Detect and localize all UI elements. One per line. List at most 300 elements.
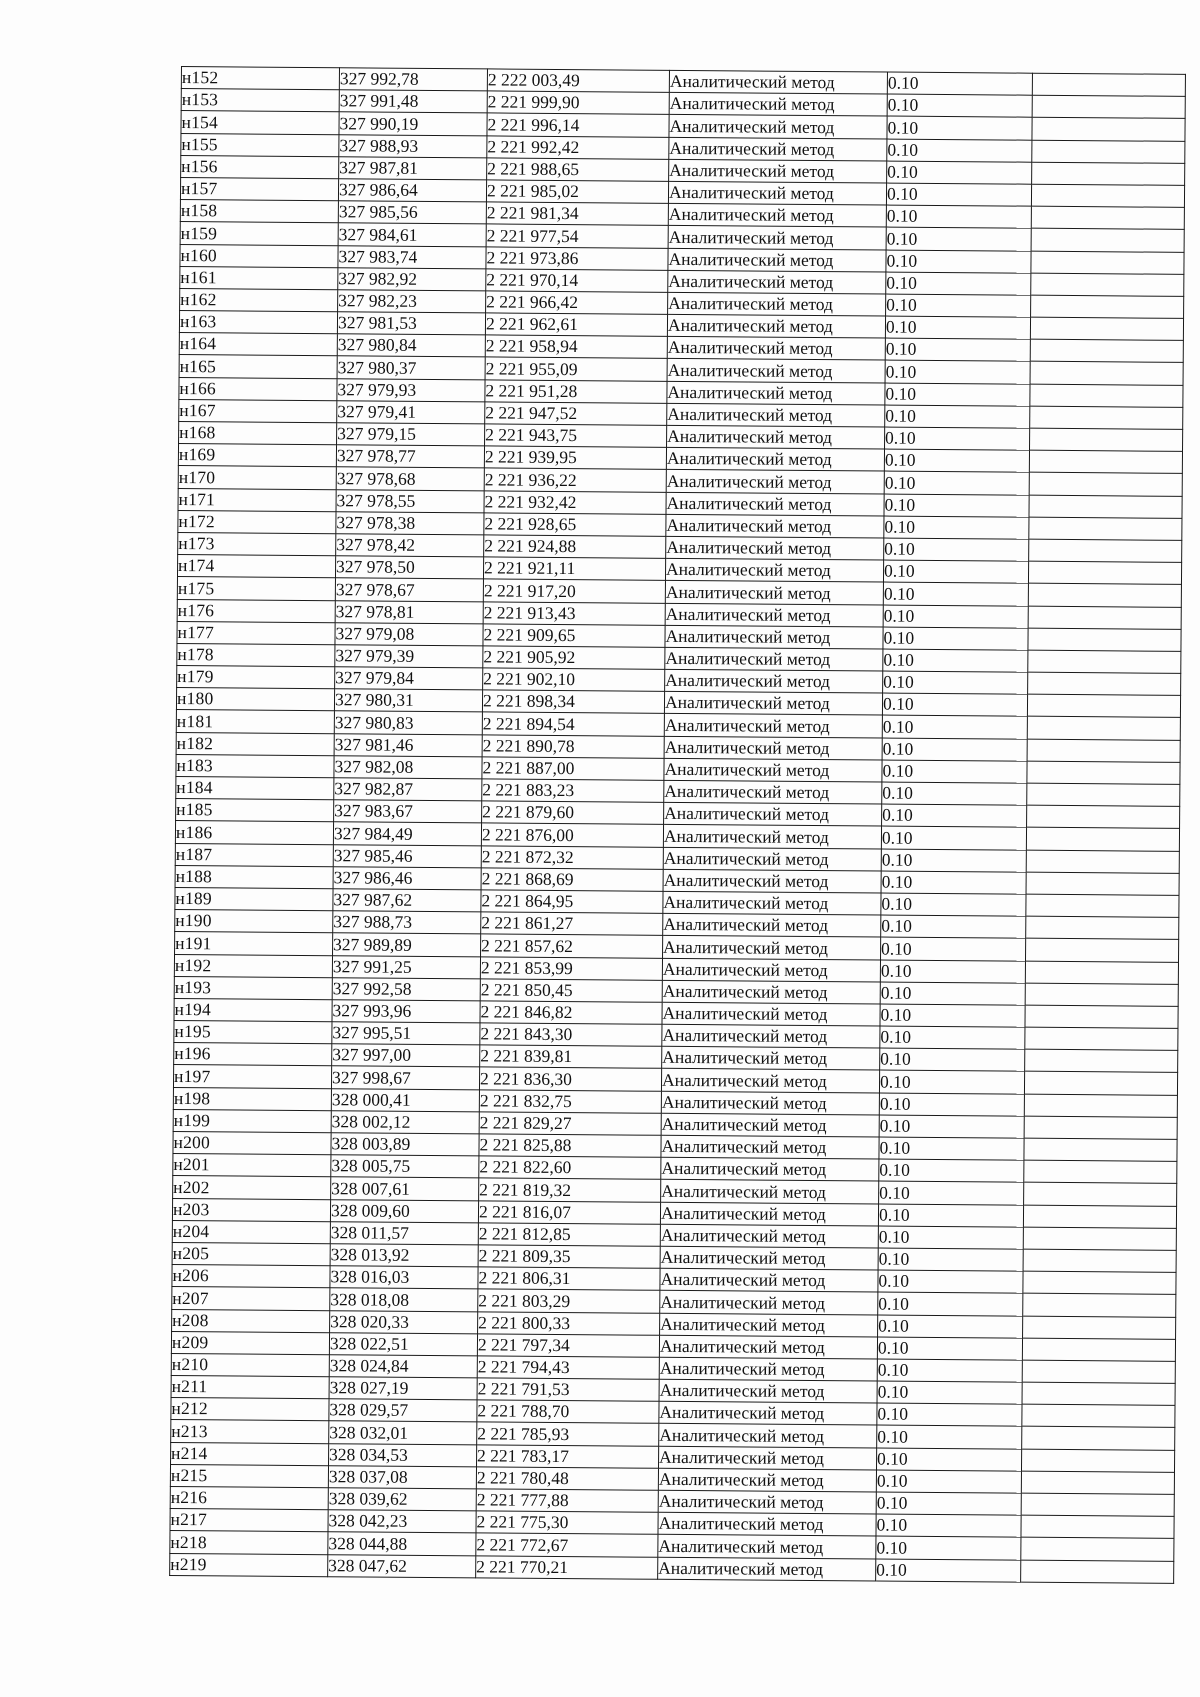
x-coordinate-cell: 327 985,56 [338, 201, 486, 224]
point-id-cell: н188 [175, 865, 333, 888]
empty-cell [1022, 1360, 1175, 1383]
y-coordinate-cell: 2 221 785,93 [477, 1422, 659, 1446]
y-coordinate-cell: 2 221 955,09 [485, 357, 667, 381]
empty-cell [1023, 1293, 1176, 1316]
point-id-cell: н165 [179, 355, 337, 378]
empty-cell [1025, 1027, 1178, 1050]
point-id-cell: н211 [171, 1376, 329, 1399]
x-coordinate-cell: 327 983,67 [334, 800, 482, 823]
method-cell: Аналитический метод [668, 270, 886, 294]
y-coordinate-cell: 2 221 988,65 [487, 158, 669, 182]
method-cell: Аналитический метод [667, 359, 885, 383]
y-coordinate-cell: 2 221 936,22 [484, 468, 666, 492]
y-coordinate-cell: 2 221 887,00 [482, 757, 664, 781]
y-coordinate-cell: 2 221 864,95 [481, 890, 663, 914]
method-cell: Аналитический метод [659, 1402, 877, 1426]
x-coordinate-cell: 327 997,00 [332, 1044, 480, 1067]
accuracy-cell: 0.10 [887, 116, 1032, 139]
accuracy-cell: 0.10 [877, 1359, 1022, 1382]
accuracy-cell: 0.10 [879, 1159, 1024, 1182]
empty-cell [1029, 450, 1182, 473]
point-id-cell: н178 [177, 643, 335, 666]
empty-cell [1021, 1560, 1174, 1583]
method-cell: Аналитический метод [668, 292, 886, 316]
empty-cell [1027, 739, 1180, 762]
x-coordinate-cell: 328 016,03 [330, 1266, 478, 1289]
y-coordinate-cell: 2 221 800,33 [478, 1311, 660, 1335]
point-id-cell: н162 [180, 288, 338, 311]
method-cell: Аналитический метод [660, 1268, 878, 1292]
accuracy-cell: 0.10 [886, 227, 1031, 250]
accuracy-cell: 0.10 [883, 627, 1028, 650]
method-cell: Аналитический метод [665, 669, 883, 693]
x-coordinate-cell: 327 986,64 [338, 179, 486, 202]
point-id-cell: н205 [172, 1242, 330, 1265]
method-cell: Аналитический метод [661, 1091, 879, 1115]
accuracy-cell: 0.10 [887, 161, 1032, 184]
x-coordinate-cell: 328 002,12 [331, 1111, 479, 1134]
x-coordinate-cell: 327 980,84 [337, 334, 485, 357]
empty-cell [1027, 761, 1180, 784]
point-id-cell: н207 [172, 1287, 330, 1310]
method-cell: Аналитический метод [665, 581, 883, 605]
y-coordinate-cell: 2 221 876,00 [481, 823, 663, 847]
point-id-cell: н194 [174, 998, 332, 1021]
empty-cell [1030, 428, 1183, 451]
accuracy-cell: 0.10 [877, 1337, 1022, 1360]
empty-cell [1030, 339, 1183, 362]
accuracy-cell: 0.10 [882, 804, 1027, 827]
method-cell: Аналитический метод [661, 1157, 879, 1181]
point-id-cell: н172 [178, 510, 336, 533]
accuracy-cell: 0.10 [876, 1448, 1021, 1471]
point-id-cell: н184 [176, 776, 334, 799]
x-coordinate-cell: 327 979,39 [335, 645, 483, 668]
empty-cell [1032, 73, 1185, 96]
accuracy-cell: 0.10 [884, 516, 1029, 539]
accuracy-cell: 0.10 [884, 449, 1029, 472]
empty-cell [1021, 1493, 1174, 1516]
method-cell: Аналитический метод [663, 936, 881, 960]
accuracy-cell: 0.10 [876, 1492, 1021, 1515]
point-id-cell: н189 [175, 887, 333, 910]
x-coordinate-cell: 327 998,67 [331, 1066, 479, 1089]
method-cell: Аналитический метод [668, 203, 886, 227]
empty-cell [1030, 406, 1183, 429]
empty-cell [1025, 938, 1178, 961]
accuracy-cell: 0.10 [878, 1204, 1023, 1227]
y-coordinate-cell: 2 221 816,07 [478, 1200, 660, 1224]
accuracy-cell: 0.10 [882, 693, 1027, 716]
x-coordinate-cell: 328 029,57 [329, 1399, 477, 1422]
method-cell: Аналитический метод [667, 381, 885, 405]
empty-cell [1031, 251, 1184, 274]
point-id-cell: н183 [176, 754, 334, 777]
method-cell: Аналитический метод [667, 337, 885, 361]
accuracy-cell: 0.10 [878, 1248, 1023, 1271]
point-id-cell: н192 [174, 954, 332, 977]
accuracy-cell: 0.10 [879, 1093, 1024, 1116]
x-coordinate-cell: 328 024,84 [329, 1355, 477, 1378]
point-id-cell: н174 [177, 555, 335, 578]
x-coordinate-cell: 328 011,57 [330, 1221, 478, 1244]
method-cell: Аналитический метод [660, 1291, 878, 1315]
method-cell: Аналитический метод [658, 1490, 876, 1514]
method-cell: Аналитический метод [668, 248, 886, 272]
accuracy-cell: 0.10 [883, 582, 1028, 605]
point-id-cell: н156 [181, 155, 339, 178]
x-coordinate-cell: 327 978,81 [335, 600, 483, 623]
point-id-cell: н197 [173, 1065, 331, 1088]
accuracy-cell: 0.10 [879, 1181, 1024, 1204]
empty-cell [1022, 1427, 1175, 1450]
point-id-cell: н182 [176, 732, 334, 755]
y-coordinate-cell: 2 221 775,30 [476, 1511, 658, 1535]
x-coordinate-cell: 327 983,74 [338, 245, 486, 268]
y-coordinate-cell: 2 221 883,23 [482, 779, 664, 803]
method-cell: Аналитический метод [667, 403, 885, 427]
point-id-cell: н209 [171, 1331, 329, 1354]
y-coordinate-cell: 2 221 890,78 [482, 735, 664, 759]
x-coordinate-cell: 327 979,15 [337, 423, 485, 446]
y-coordinate-cell: 2 221 832,75 [479, 1090, 661, 1114]
y-coordinate-cell: 2 221 905,92 [483, 646, 665, 670]
accuracy-cell: 0.10 [886, 272, 1031, 295]
point-id-cell: н193 [174, 976, 332, 999]
point-id-cell: н175 [177, 577, 335, 600]
point-id-cell: н185 [176, 799, 334, 822]
point-id-cell: н169 [178, 444, 336, 467]
method-cell: Аналитический метод [664, 758, 882, 782]
accuracy-cell: 0.10 [882, 782, 1027, 805]
y-coordinate-cell: 2 221 909,65 [483, 624, 665, 648]
point-id-cell: н195 [174, 1021, 332, 1044]
point-id-cell: н208 [172, 1309, 330, 1332]
y-coordinate-cell: 2 221 829,27 [479, 1112, 661, 1136]
empty-cell [1029, 539, 1182, 562]
x-coordinate-cell: 328 009,60 [330, 1199, 478, 1222]
x-coordinate-cell: 327 978,50 [335, 556, 483, 579]
method-cell: Аналитический метод [667, 425, 885, 449]
empty-cell [1024, 1160, 1177, 1183]
empty-cell [1031, 295, 1184, 318]
x-coordinate-cell: 327 987,81 [339, 156, 487, 179]
method-cell: Аналитический метод [661, 1069, 879, 1093]
empty-cell [1028, 672, 1181, 695]
x-coordinate-cell: 328 022,51 [329, 1332, 477, 1355]
y-coordinate-cell: 2 221 966,42 [486, 291, 668, 315]
x-coordinate-cell: 327 982,92 [338, 267, 486, 290]
method-cell: Аналитический метод [666, 492, 884, 516]
y-coordinate-cell: 2 221 999,90 [487, 91, 669, 115]
point-id-cell: н202 [173, 1176, 331, 1199]
y-coordinate-cell: 2 221 868,69 [481, 868, 663, 892]
y-coordinate-cell: 2 221 921,11 [483, 557, 665, 581]
method-cell: Аналитический метод [659, 1379, 877, 1403]
accuracy-cell: 0.10 [885, 383, 1030, 406]
point-id-cell: н159 [180, 222, 338, 245]
y-coordinate-cell: 2 221 879,60 [482, 801, 664, 825]
accuracy-cell: 0.10 [885, 338, 1030, 361]
empty-cell [1032, 118, 1185, 141]
empty-cell [1027, 783, 1180, 806]
point-id-cell: н179 [177, 666, 335, 689]
method-cell: Аналитический метод [669, 93, 887, 117]
point-id-cell: н177 [177, 621, 335, 644]
empty-cell [1031, 184, 1184, 207]
empty-cell [1029, 495, 1182, 518]
accuracy-cell: 0.10 [880, 982, 1025, 1005]
accuracy-cell: 0.10 [876, 1559, 1021, 1582]
accuracy-cell: 0.10 [883, 560, 1028, 583]
empty-cell [1032, 140, 1185, 163]
method-cell: Аналитический метод [659, 1424, 877, 1448]
x-coordinate-cell: 327 989,89 [333, 933, 481, 956]
point-id-cell: н213 [171, 1420, 329, 1443]
point-id-cell: н152 [181, 67, 339, 90]
empty-cell [1030, 384, 1183, 407]
method-cell: Аналитический метод [665, 558, 883, 582]
x-coordinate-cell: 328 044,88 [328, 1532, 476, 1555]
accuracy-cell: 0.10 [881, 826, 1026, 849]
accuracy-cell: 0.10 [877, 1381, 1022, 1404]
x-coordinate-cell: 327 995,51 [332, 1022, 480, 1045]
accuracy-cell: 0.10 [876, 1536, 1021, 1559]
y-coordinate-cell: 2 221 962,61 [485, 313, 667, 337]
empty-cell [1028, 650, 1181, 673]
x-coordinate-cell: 327 982,87 [334, 778, 482, 801]
method-cell: Аналитический метод [665, 647, 883, 671]
point-id-cell: н191 [175, 932, 333, 955]
method-cell: Аналитический метод [666, 470, 884, 494]
x-coordinate-cell: 327 980,37 [337, 356, 485, 379]
y-coordinate-cell: 2 221 836,30 [479, 1067, 661, 1091]
empty-cell [1030, 317, 1183, 340]
empty-cell [1025, 961, 1178, 984]
x-coordinate-cell: 327 991,25 [332, 955, 480, 978]
method-cell: Аналитический метод [669, 137, 887, 161]
method-cell: Аналитический метод [668, 226, 886, 250]
empty-cell [1026, 916, 1179, 939]
method-cell: Аналитический метод [664, 736, 882, 760]
accuracy-cell: 0.10 [880, 960, 1025, 983]
point-id-cell: н203 [172, 1198, 330, 1221]
accuracy-cell: 0.10 [881, 849, 1026, 872]
accuracy-cell: 0.10 [884, 471, 1029, 494]
method-cell: Аналитический метод [662, 980, 880, 1004]
method-cell: Аналитический метод [658, 1512, 876, 1536]
y-coordinate-cell: 2 221 985,02 [486, 180, 668, 204]
method-cell: Аналитический метод [664, 714, 882, 738]
x-coordinate-cell: 327 985,46 [333, 844, 481, 867]
empty-cell [1022, 1404, 1175, 1427]
x-coordinate-cell: 328 013,92 [330, 1244, 478, 1267]
y-coordinate-cell: 2 221 958,94 [485, 335, 667, 359]
accuracy-cell: 0.10 [880, 1026, 1025, 1049]
empty-cell [1028, 583, 1181, 606]
y-coordinate-cell: 2 221 928,65 [484, 513, 666, 537]
accuracy-cell: 0.10 [887, 139, 1032, 162]
y-coordinate-cell: 2 221 809,35 [478, 1245, 660, 1269]
y-coordinate-cell: 2 221 803,29 [478, 1289, 660, 1313]
point-id-cell: н181 [176, 710, 334, 733]
coordinates-table [169, 66, 1186, 1584]
method-cell: Аналитический метод [666, 448, 884, 472]
empty-cell [1025, 983, 1178, 1006]
empty-cell [1023, 1205, 1176, 1228]
accuracy-cell: 0.10 [886, 205, 1031, 228]
accuracy-cell: 0.10 [882, 715, 1027, 738]
accuracy-cell: 0.10 [878, 1292, 1023, 1315]
y-coordinate-cell: 2 221 825,88 [479, 1134, 661, 1158]
empty-cell [1029, 473, 1182, 496]
y-coordinate-cell: 2 221 939,95 [484, 446, 666, 470]
point-id-cell: н198 [173, 1087, 331, 1110]
method-cell: Аналитический метод [660, 1246, 878, 1270]
y-coordinate-cell: 2 221 992,42 [487, 135, 669, 159]
y-coordinate-cell: 2 221 894,54 [482, 712, 664, 736]
x-coordinate-cell: 327 990,19 [339, 112, 487, 135]
empty-cell [1031, 228, 1184, 251]
accuracy-cell: 0.10 [883, 649, 1028, 672]
method-cell: Аналитический метод [659, 1357, 877, 1381]
method-cell: Аналитический метод [669, 159, 887, 183]
empty-cell [1022, 1382, 1175, 1405]
x-coordinate-cell: 327 982,08 [334, 756, 482, 779]
accuracy-cell: 0.10 [881, 893, 1026, 916]
y-coordinate-cell: 2 221 839,81 [480, 1045, 662, 1069]
y-coordinate-cell: 2 221 783,17 [477, 1444, 659, 1468]
method-cell: Аналитический метод [666, 514, 884, 538]
point-id-cell: н171 [178, 488, 336, 511]
empty-cell [1021, 1515, 1174, 1538]
empty-cell [1024, 1094, 1177, 1117]
y-coordinate-cell: 2 221 970,14 [486, 269, 668, 293]
method-cell: Аналитический метод [668, 181, 886, 205]
point-id-cell: н155 [181, 133, 339, 156]
empty-cell [1026, 894, 1179, 917]
x-coordinate-cell: 327 979,08 [335, 622, 483, 645]
accuracy-cell: 0.10 [876, 1470, 1021, 1493]
y-coordinate-cell: 2 221 770,21 [476, 1555, 658, 1579]
x-coordinate-cell: 327 988,93 [339, 134, 487, 157]
accuracy-cell: 0.10 [876, 1514, 1021, 1537]
empty-cell [1024, 1183, 1177, 1206]
y-coordinate-cell: 2 221 917,20 [483, 579, 665, 603]
method-cell: Аналитический метод [660, 1224, 878, 1248]
y-coordinate-cell: 2 221 853,99 [480, 956, 662, 980]
empty-cell [1027, 694, 1180, 717]
accuracy-cell: 0.10 [882, 760, 1027, 783]
y-coordinate-cell: 2 221 777,88 [476, 1489, 658, 1513]
method-cell: Аналитический метод [665, 603, 883, 627]
y-coordinate-cell: 2 221 797,34 [477, 1334, 659, 1358]
empty-cell [1029, 517, 1182, 540]
empty-cell [1028, 606, 1181, 629]
point-id-cell: н210 [171, 1353, 329, 1376]
coordinates-table-container [169, 66, 1185, 1584]
x-coordinate-cell: 328 005,75 [331, 1155, 479, 1178]
y-coordinate-cell: 2 222 003,49 [487, 69, 669, 93]
accuracy-cell: 0.10 [886, 183, 1031, 206]
point-id-cell: н168 [179, 421, 337, 444]
point-id-cell: н154 [181, 111, 339, 134]
empty-cell [1021, 1449, 1174, 1472]
x-coordinate-cell: 327 980,83 [334, 711, 482, 734]
y-coordinate-cell: 2 221 812,85 [478, 1223, 660, 1247]
point-id-cell: н206 [172, 1265, 330, 1288]
y-coordinate-cell: 2 221 932,42 [484, 490, 666, 514]
y-coordinate-cell: 2 221 857,62 [481, 934, 663, 958]
x-coordinate-cell: 328 047,62 [328, 1554, 476, 1577]
accuracy-cell: 0.10 [882, 738, 1027, 761]
method-cell: Аналитический метод [662, 1002, 880, 1026]
point-id-cell: н167 [179, 399, 337, 422]
method-cell: Аналитический метод [658, 1468, 876, 1492]
method-cell: Аналитический метод [663, 891, 881, 915]
point-id-cell: н160 [180, 244, 338, 267]
method-cell: Аналитический метод [662, 1047, 880, 1071]
y-coordinate-cell: 2 221 981,34 [486, 202, 668, 226]
x-coordinate-cell: 327 978,55 [336, 489, 484, 512]
accuracy-cell: 0.10 [878, 1315, 1023, 1338]
y-coordinate-cell: 2 221 973,86 [486, 246, 668, 270]
y-coordinate-cell: 2 221 924,88 [484, 535, 666, 559]
accuracy-cell: 0.10 [883, 671, 1028, 694]
point-id-cell: н212 [171, 1398, 329, 1421]
point-id-cell: н180 [176, 688, 334, 711]
method-cell: Аналитический метод [659, 1446, 877, 1470]
method-cell: Аналитический метод [663, 847, 881, 871]
point-id-cell: н170 [178, 466, 336, 489]
x-coordinate-cell: 327 984,49 [333, 822, 481, 845]
empty-cell [1025, 1049, 1178, 1072]
method-cell: Аналитический метод [660, 1313, 878, 1337]
x-coordinate-cell: 327 979,84 [335, 667, 483, 690]
accuracy-cell: 0.10 [879, 1137, 1024, 1160]
x-coordinate-cell: 327 984,61 [338, 223, 486, 246]
y-coordinate-cell: 2 221 819,32 [479, 1178, 661, 1202]
method-cell: Аналитический метод [658, 1557, 876, 1581]
y-coordinate-cell: 2 221 951,28 [485, 380, 667, 404]
x-coordinate-cell: 327 981,53 [337, 312, 485, 335]
empty-cell [1024, 1138, 1177, 1161]
x-coordinate-cell: 327 992,58 [332, 977, 480, 1000]
point-id-cell: н204 [172, 1220, 330, 1243]
y-coordinate-cell: 2 221 791,53 [477, 1378, 659, 1402]
empty-cell [1024, 1116, 1177, 1139]
accuracy-cell: 0.10 [879, 1115, 1024, 1138]
y-coordinate-cell: 2 221 977,54 [486, 224, 668, 248]
point-id-cell: н215 [170, 1464, 328, 1487]
y-coordinate-cell: 2 221 913,43 [483, 601, 665, 625]
empty-cell [1026, 850, 1179, 873]
x-coordinate-cell: 328 007,61 [331, 1177, 479, 1200]
accuracy-cell: 0.10 [881, 915, 1026, 938]
method-cell: Аналитический метод [661, 1135, 879, 1159]
x-coordinate-cell: 327 978,67 [335, 578, 483, 601]
x-coordinate-cell: 328 003,89 [331, 1133, 479, 1156]
empty-cell [1028, 561, 1181, 584]
accuracy-cell: 0.10 [887, 72, 1032, 95]
y-coordinate-cell: 2 221 788,70 [477, 1400, 659, 1424]
point-id-cell: н190 [175, 910, 333, 933]
point-id-cell: н166 [179, 377, 337, 400]
empty-cell [1027, 717, 1180, 740]
point-id-cell: н186 [175, 821, 333, 844]
y-coordinate-cell: 2 221 843,30 [480, 1023, 662, 1047]
y-coordinate-cell: 2 221 861,27 [481, 912, 663, 936]
